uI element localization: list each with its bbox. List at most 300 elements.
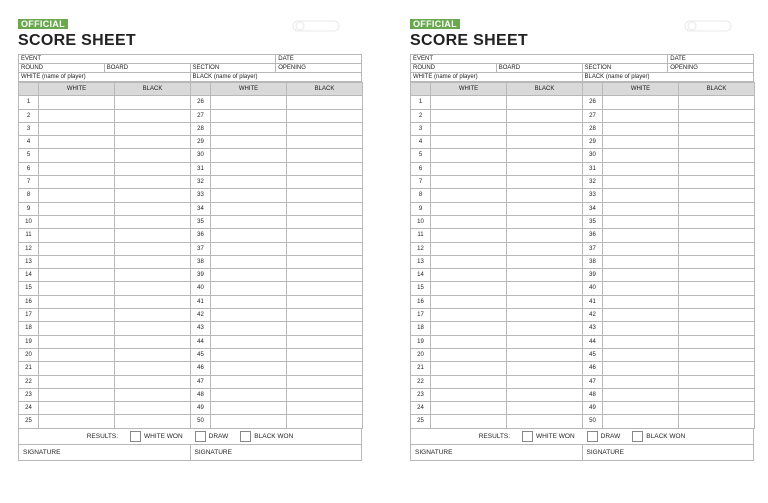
black-move-cell[interactable] [287,295,363,308]
move-number: 44 [191,335,211,348]
move-row [19,348,363,361]
black-move-cell[interactable] [115,122,191,135]
black-move-cell[interactable] [507,122,583,135]
move-number: 49 [583,402,603,415]
logo-icon [292,18,340,34]
black-move-cell[interactable] [115,96,191,109]
results-row [18,429,362,445]
black-move-cell[interactable] [287,335,363,348]
white-move-cell[interactable] [431,375,507,388]
black-move-cell[interactable] [507,109,583,122]
white-move-cell[interactable] [39,309,115,322]
move-row [19,335,363,348]
white-move-cell[interactable] [431,269,507,282]
black-move-cell[interactable] [287,348,363,361]
move-row [19,362,363,375]
white-move-cell[interactable] [431,322,507,335]
white-move-cell[interactable] [431,162,507,175]
black-move-cell[interactable] [287,402,363,415]
move-number: 37 [583,242,603,255]
white-move-cell[interactable] [431,176,507,189]
black-move-cell[interactable] [507,402,583,415]
white-move-cell[interactable] [39,122,115,135]
white-move-cell[interactable] [39,282,115,295]
black-column-header: BLACK [507,83,583,96]
black-move-cell[interactable] [679,215,755,228]
black-player-field[interactable]: BLACK (name of player) [582,73,754,82]
black-move-cell[interactable] [287,189,363,202]
section-field[interactable]: SECTION [582,64,668,73]
black-signature-field[interactable]: SIGNATURE [190,445,362,460]
move-number: 24 [19,402,39,415]
black-move-cell[interactable] [679,229,755,242]
move-row [411,109,755,122]
move-number: 18 [411,322,431,335]
white-move-cell[interactable] [211,282,287,295]
date-field[interactable]: DATE [276,55,362,64]
event-field[interactable]: EVENT [411,55,668,64]
black-move-cell[interactable] [679,402,755,415]
black-move-cell[interactable] [507,282,583,295]
move-number: 34 [191,202,211,215]
results-label: RESULTS: [478,432,511,440]
move-number: 11 [411,229,431,242]
white-move-cell[interactable] [603,388,679,401]
black-move-cell[interactable] [115,162,191,175]
white-column-header: WHITE [431,83,507,96]
white-move-cell[interactable] [603,215,679,228]
white-move-cell[interactable] [431,309,507,322]
move-number: 38 [583,255,603,268]
black-move-cell[interactable] [115,255,191,268]
white-column-header: WHITE [39,83,115,96]
black-move-cell[interactable] [679,375,755,388]
move-number: 7 [411,176,431,189]
white-move-cell[interactable] [39,269,115,282]
white-move-cell[interactable] [211,348,287,361]
white-signature-field[interactable]: SIGNATURE [23,448,61,456]
black-move-cell[interactable] [287,202,363,215]
white-move-cell[interactable] [39,255,115,268]
white-move-cell[interactable] [603,362,679,375]
white-move-cell[interactable] [603,96,679,109]
white-move-cell[interactable] [431,388,507,401]
white-move-cell[interactable] [211,388,287,401]
black-move-cell[interactable] [679,282,755,295]
white-move-cell[interactable] [211,229,287,242]
black-move-cell[interactable] [679,202,755,215]
black-move-cell[interactable] [115,189,191,202]
move-row [411,215,755,228]
white-move-cell[interactable] [603,189,679,202]
black-move-cell[interactable] [679,269,755,282]
move-number: 1 [19,96,39,109]
section-field[interactable]: SECTION [190,64,276,73]
white-move-cell[interactable] [603,229,679,242]
black-move-cell[interactable] [507,215,583,228]
white-move-cell[interactable] [39,162,115,175]
black-move-cell[interactable] [115,215,191,228]
white-move-cell[interactable] [431,122,507,135]
white-won-label: WHITE WON [144,432,183,440]
black-move-cell[interactable] [115,375,191,388]
black-move-cell[interactable] [679,189,755,202]
move-number-header [411,83,431,96]
move-number: 34 [583,202,603,215]
move-number: 23 [411,388,431,401]
white-move-cell[interactable] [603,322,679,335]
white-move-cell[interactable] [211,215,287,228]
black-move-cell[interactable] [115,322,191,335]
black-move-cell[interactable] [287,388,363,401]
black-move-cell[interactable] [507,322,583,335]
white-move-cell[interactable] [39,242,115,255]
white-move-cell[interactable] [431,335,507,348]
white-move-cell[interactable] [211,96,287,109]
white-move-cell[interactable] [39,348,115,361]
black-move-cell[interactable] [115,362,191,375]
move-number: 24 [411,402,431,415]
black-move-cell[interactable] [679,388,755,401]
move-row [411,242,755,255]
white-move-cell[interactable] [603,402,679,415]
black-move-cell[interactable] [507,415,583,428]
white-move-cell[interactable] [431,149,507,162]
move-row [411,388,755,401]
black-move-cell[interactable] [115,109,191,122]
black-move-cell[interactable] [507,362,583,375]
white-move-cell[interactable] [39,215,115,228]
black-move-cell[interactable] [679,295,755,308]
move-row [411,335,755,348]
white-move-cell[interactable] [431,136,507,149]
white-move-cell[interactable] [603,202,679,215]
black-move-cell[interactable] [679,96,755,109]
black-move-cell[interactable] [507,149,583,162]
black-move-cell[interactable] [287,149,363,162]
black-move-cell[interactable] [679,162,755,175]
white-move-cell[interactable] [431,348,507,361]
white-move-cell[interactable] [39,362,115,375]
move-row [411,415,755,428]
black-move-cell[interactable] [679,176,755,189]
move-row [411,136,755,149]
white-move-cell[interactable] [603,162,679,175]
white-move-cell[interactable] [431,189,507,202]
white-move-cell[interactable] [39,335,115,348]
move-number: 45 [583,348,603,361]
move-number: 7 [19,176,39,189]
black-move-cell[interactable] [507,189,583,202]
move-row [411,162,755,175]
white-move-cell[interactable] [211,402,287,415]
black-move-cell[interactable] [679,136,755,149]
white-move-cell[interactable] [603,255,679,268]
white-move-cell[interactable] [603,269,679,282]
black-move-cell[interactable] [287,322,363,335]
white-move-cell[interactable] [431,295,507,308]
black-move-cell[interactable] [287,96,363,109]
sheet-title: SCORE SHEET [18,32,136,49]
black-move-cell[interactable] [287,215,363,228]
move-number: 35 [191,215,211,228]
opening-field[interactable]: OPENING [276,64,362,73]
round-field[interactable]: ROUND [19,64,105,73]
white-move-cell[interactable] [39,375,115,388]
white-move-cell[interactable] [211,335,287,348]
black-move-cell[interactable] [679,109,755,122]
white-move-cell[interactable] [603,348,679,361]
white-move-cell[interactable] [39,136,115,149]
white-move-cell[interactable] [211,309,287,322]
move-row [19,282,363,295]
white-player-field[interactable]: WHITE (name of player) [19,73,191,82]
white-signature-field[interactable]: SIGNATURE [415,448,453,456]
move-row [411,149,755,162]
white-move-cell[interactable] [603,309,679,322]
black-move-cell[interactable] [507,348,583,361]
black-move-cell[interactable] [287,242,363,255]
white-move-cell[interactable] [431,415,507,428]
black-move-cell[interactable] [287,269,363,282]
black-move-cell[interactable] [287,136,363,149]
white-move-cell[interactable] [39,109,115,122]
black-move-cell[interactable] [115,242,191,255]
move-row [411,282,755,295]
move-row [19,96,363,109]
black-move-cell[interactable] [115,176,191,189]
black-move-cell[interactable] [507,229,583,242]
date-field[interactable]: DATE [668,55,754,64]
white-move-cell[interactable] [431,255,507,268]
black-move-cell[interactable] [287,176,363,189]
white-move-cell[interactable] [603,295,679,308]
black-move-cell[interactable] [507,242,583,255]
black-move-cell[interactable] [679,348,755,361]
white-move-cell[interactable] [211,322,287,335]
white-move-cell[interactable] [431,109,507,122]
draw-checkbox[interactable] [587,431,598,442]
white-move-cell[interactable] [39,295,115,308]
move-row [411,295,755,308]
black-move-cell[interactable] [115,388,191,401]
black-move-cell[interactable] [679,335,755,348]
move-number: 12 [411,242,431,255]
white-move-cell[interactable] [211,162,287,175]
black-move-cell[interactable] [507,269,583,282]
black-move-cell[interactable] [507,309,583,322]
white-move-cell[interactable] [211,255,287,268]
black-move-cell[interactable] [507,202,583,215]
black-move-cell[interactable] [115,309,191,322]
black-move-cell[interactable] [507,375,583,388]
move-row [19,122,363,135]
black-move-cell[interactable] [115,415,191,428]
move-number-header [19,83,39,96]
white-move-cell[interactable] [603,335,679,348]
move-number: 40 [583,282,603,295]
white-move-cell[interactable] [211,176,287,189]
black-move-cell[interactable] [115,348,191,361]
white-move-cell[interactable] [211,136,287,149]
black-move-cell[interactable] [287,375,363,388]
round-field[interactable]: ROUND [411,64,497,73]
move-row [411,255,755,268]
black-move-cell[interactable] [507,388,583,401]
black-move-cell[interactable] [679,322,755,335]
black-won-checkbox[interactable] [240,431,251,442]
white-move-cell[interactable] [431,242,507,255]
black-won-checkbox[interactable] [632,431,643,442]
black-move-cell[interactable] [115,136,191,149]
move-row [19,388,363,401]
move-number: 31 [583,162,603,175]
white-move-cell[interactable] [603,415,679,428]
white-won-checkbox[interactable] [130,431,141,442]
white-move-cell[interactable] [603,122,679,135]
white-move-cell[interactable] [211,375,287,388]
white-move-cell[interactable] [211,295,287,308]
white-move-cell[interactable] [431,96,507,109]
white-move-cell[interactable] [39,202,115,215]
move-number: 25 [411,415,431,428]
white-move-cell[interactable] [211,415,287,428]
white-move-cell[interactable] [211,242,287,255]
white-move-cell[interactable] [431,402,507,415]
opening-field[interactable]: OPENING [668,64,754,73]
black-move-cell[interactable] [115,229,191,242]
black-move-cell[interactable] [287,122,363,135]
move-number-header [583,83,603,96]
move-row [411,348,755,361]
white-move-cell[interactable] [431,202,507,215]
white-move-cell[interactable] [39,229,115,242]
official-badge: OFFICIAL [410,19,460,29]
white-move-cell[interactable] [39,96,115,109]
black-move-cell[interactable] [507,176,583,189]
move-number: 50 [583,415,603,428]
white-move-cell[interactable] [603,375,679,388]
white-won-checkbox[interactable] [522,431,533,442]
black-move-cell[interactable] [287,255,363,268]
black-move-cell[interactable] [679,415,755,428]
white-won-label: WHITE WON [536,432,575,440]
white-move-cell[interactable] [431,362,507,375]
move-number: 43 [583,322,603,335]
white-move-cell[interactable] [39,149,115,162]
white-move-cell[interactable] [431,229,507,242]
black-signature-field[interactable]: SIGNATURE [582,445,754,460]
black-move-cell[interactable] [507,255,583,268]
white-move-cell[interactable] [211,109,287,122]
white-move-cell[interactable] [211,362,287,375]
move-number: 26 [191,96,211,109]
black-move-cell[interactable] [287,282,363,295]
black-move-cell[interactable] [679,149,755,162]
move-row [411,322,755,335]
white-move-cell[interactable] [39,415,115,428]
black-move-cell[interactable] [287,109,363,122]
game-info-table [410,54,754,82]
move-number: 29 [583,136,603,149]
white-move-cell[interactable] [603,242,679,255]
move-row [19,162,363,175]
white-move-cell[interactable] [603,109,679,122]
white-move-cell[interactable] [39,322,115,335]
move-number: 18 [19,322,39,335]
black-player-field[interactable]: BLACK (name of player) [190,73,362,82]
black-move-cell[interactable] [115,149,191,162]
white-move-cell[interactable] [39,388,115,401]
white-move-cell[interactable] [39,402,115,415]
white-move-cell[interactable] [603,136,679,149]
black-move-cell[interactable] [287,309,363,322]
white-player-field[interactable]: WHITE (name of player) [411,73,583,82]
black-move-cell[interactable] [679,362,755,375]
white-move-cell[interactable] [603,282,679,295]
black-move-cell[interactable] [115,402,191,415]
move-number: 35 [583,215,603,228]
move-number: 20 [411,348,431,361]
black-move-cell[interactable] [115,202,191,215]
white-move-cell[interactable] [211,202,287,215]
white-move-cell[interactable] [211,189,287,202]
black-move-cell[interactable] [287,162,363,175]
move-row [19,189,363,202]
move-number: 16 [411,295,431,308]
move-number: 40 [191,282,211,295]
white-move-cell[interactable] [211,122,287,135]
black-move-cell[interactable] [507,295,583,308]
black-move-cell[interactable] [507,96,583,109]
white-move-cell[interactable] [211,269,287,282]
black-move-cell[interactable] [507,136,583,149]
white-move-cell[interactable] [431,215,507,228]
white-move-cell[interactable] [603,149,679,162]
board-field[interactable]: BOARD [104,64,190,73]
white-move-cell[interactable] [39,189,115,202]
black-move-cell[interactable] [287,229,363,242]
black-move-cell[interactable] [679,309,755,322]
board-field[interactable]: BOARD [496,64,582,73]
black-move-cell[interactable] [115,269,191,282]
black-move-cell[interactable] [507,162,583,175]
move-number: 2 [19,109,39,122]
event-field[interactable]: EVENT [19,55,276,64]
move-number: 10 [411,215,431,228]
black-move-cell[interactable] [679,122,755,135]
draw-checkbox[interactable] [195,431,206,442]
white-move-cell[interactable] [603,176,679,189]
black-move-cell[interactable] [287,415,363,428]
white-move-cell[interactable] [211,149,287,162]
black-move-cell[interactable] [287,362,363,375]
move-number: 21 [411,362,431,375]
black-move-cell[interactable] [507,335,583,348]
move-number: 9 [411,202,431,215]
black-move-cell[interactable] [679,255,755,268]
black-move-cell[interactable] [679,242,755,255]
move-number: 48 [583,388,603,401]
move-number: 33 [583,189,603,202]
black-move-cell[interactable] [115,282,191,295]
black-move-cell[interactable] [115,295,191,308]
move-number: 31 [191,162,211,175]
black-move-cell[interactable] [115,335,191,348]
white-move-cell[interactable] [431,282,507,295]
white-move-cell[interactable] [39,176,115,189]
move-number: 37 [191,242,211,255]
